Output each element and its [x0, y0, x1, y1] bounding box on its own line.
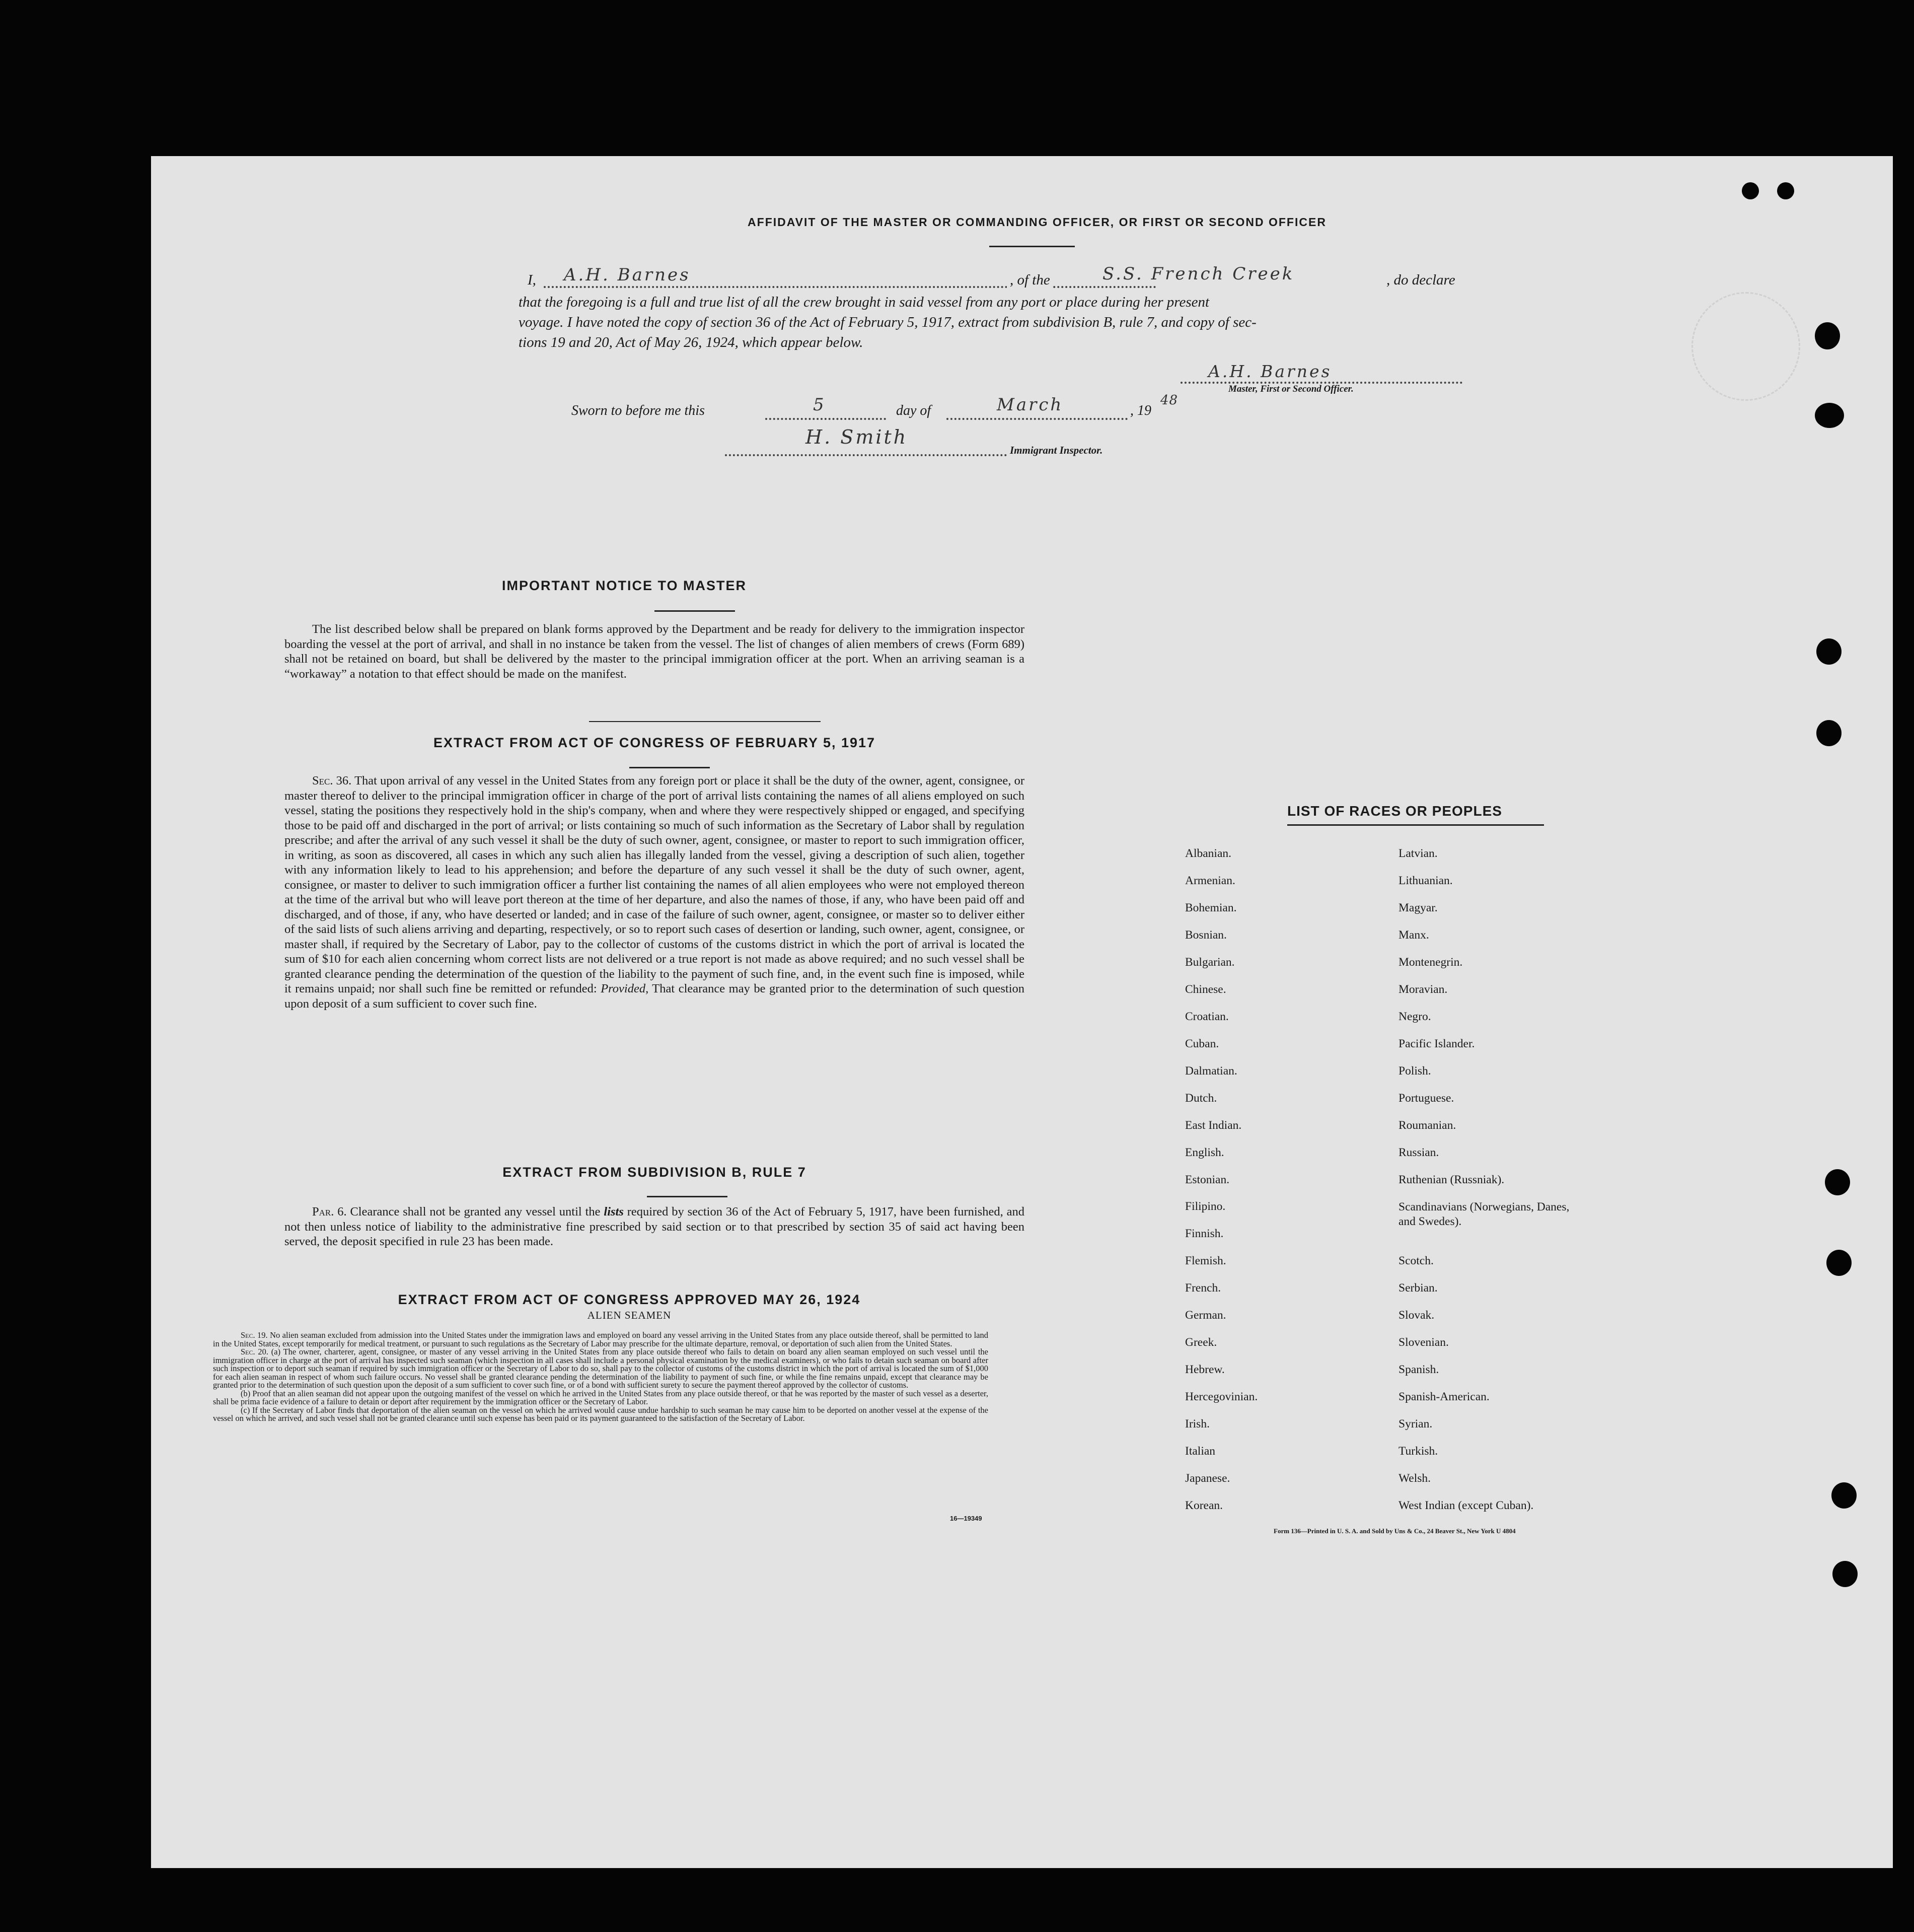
race-item: Armenian.	[1185, 874, 1235, 887]
act1924-sec20b: (b) Proof that an alien seaman did not appear upon the outgoing manifest of the vessel on which he arrived in the United States from any place outside thereof, or that he was reported by the master of such vessel as a deserter, shall be prima facie evidence of a failure to detain or deport after requirement by the immigration officer or the Secretary of Labor.	[213, 1388, 988, 1406]
race-item: Moravian.	[1398, 983, 1448, 996]
race-item: Magyar.	[1398, 901, 1438, 914]
act1917-sec36	[284, 773, 1024, 1011]
race-item: Filipino.	[1185, 1200, 1226, 1213]
vessel-name-handwritten: S.S. French Creek	[1102, 264, 1295, 284]
race-item: Ruthenian (Russniak).	[1398, 1173, 1505, 1186]
notice-divider	[654, 610, 735, 612]
races-title: LIST OF RACES OR PEOPLES	[1287, 803, 1502, 819]
sworn-label: Sworn to before me this	[571, 403, 705, 418]
of-the-label: , of the	[1007, 272, 1053, 289]
punch-hole	[1777, 182, 1794, 199]
rule7-lists-word: lists	[604, 1205, 624, 1219]
race-item: Bosnian.	[1185, 928, 1227, 942]
race-item: Slovak.	[1398, 1309, 1435, 1322]
seal-impression	[1691, 292, 1800, 401]
sworn-month: March	[997, 395, 1064, 415]
rule7-par-label: Par. 6.	[312, 1205, 347, 1219]
sworn-month-line	[946, 418, 1128, 420]
race-item: Korean.	[1185, 1499, 1223, 1512]
act1924-sec19-text: No alien seaman excluded from admission into the United States under the immigration laws and employed on board any vessel arriving in the United States from any place outside thereof, shall be permitted to land in the United States, except temporarily for medical treatment, or pursuant to such regulations as the Secretary of Labor may prescribe for the ultimate departure, removal, or deportation of such alien from the United States.	[213, 1330, 989, 1348]
race-item: Spanish-American.	[1398, 1390, 1490, 1403]
act1924-sections	[213, 1331, 988, 1423]
act1917-title: EXTRACT FROM ACT OF CONGRESS OF FEBRUARY 5, 1917	[433, 735, 876, 750]
act1917-text-b: That clearance may be granted prior to the determination of such question upon deposit of a sum sufficient to cover such fine.	[284, 982, 1024, 1011]
affidavit-text-line-3: tions 19 and 20, Act of May 26, 1924, which appear below.	[519, 334, 863, 350]
inspector-caption: Immigrant Inspector.	[1010, 444, 1103, 456]
race-item: Bulgarian.	[1185, 956, 1235, 969]
race-item: Russian.	[1398, 1146, 1439, 1159]
sworn-day-line	[765, 418, 886, 420]
title-divider	[989, 246, 1075, 247]
race-item: Scotch.	[1398, 1254, 1434, 1267]
race-item: Dalmatian.	[1185, 1064, 1237, 1078]
punch-hole	[1742, 182, 1759, 199]
race-item: Latvian.	[1398, 847, 1438, 860]
do-declare-label: , do declare	[1384, 272, 1457, 289]
race-item: Irish.	[1185, 1417, 1210, 1430]
rule7-par6	[284, 1204, 1024, 1249]
sworn-day: 5	[813, 395, 826, 415]
notice-end-rule	[589, 721, 821, 722]
race-item: French.	[1185, 1281, 1221, 1295]
act1924-subtitle: ALIEN SEAMEN	[587, 1309, 672, 1321]
race-item: Hercegovinian.	[1185, 1390, 1258, 1403]
race-item: Dutch.	[1185, 1092, 1217, 1105]
race-item: Croatian.	[1185, 1010, 1229, 1023]
punch-hole	[1831, 1482, 1857, 1509]
punch-hole	[1832, 1561, 1858, 1587]
act1924-sec20a	[213, 1348, 988, 1390]
race-item: Welsh.	[1398, 1472, 1431, 1485]
punch-hole	[1815, 322, 1840, 349]
race-item: Estonian.	[1185, 1173, 1230, 1186]
races-title-underline	[1287, 824, 1544, 826]
race-item: Lithuanian.	[1398, 874, 1453, 887]
race-item: Chinese.	[1185, 983, 1226, 996]
race-item: Turkish.	[1398, 1445, 1438, 1458]
master-name-handwritten: A.H. Barnes	[564, 265, 691, 285]
affidavit-text	[519, 292, 1475, 352]
rule7-text-a: Clearance shall not be granted any vessel until the	[350, 1205, 601, 1219]
affidavit-title: AFFIDAVIT OF THE MASTER OR COMMANDING OFFICER, OR FIRST OR SECOND OFFICER	[748, 216, 1327, 229]
master-signature: A.H. Barnes	[1208, 362, 1332, 381]
sworn-year: 48	[1160, 393, 1179, 408]
punch-hole	[1816, 638, 1842, 665]
race-item: Spanish.	[1398, 1363, 1439, 1376]
race-item: Roumanian.	[1398, 1119, 1456, 1132]
race-item: German.	[1185, 1309, 1226, 1322]
print-code: 16—19349	[950, 1515, 982, 1522]
master-caption: Master, First or Second Officer.	[1228, 384, 1354, 394]
race-item: Polish.	[1398, 1064, 1431, 1078]
race-item: Serbian.	[1398, 1281, 1438, 1295]
punch-hole	[1826, 1250, 1852, 1276]
act1917-provided: Provided,	[601, 982, 649, 995]
act1917-sec-label: Sec. 36.	[312, 774, 352, 788]
act1924-sec19	[213, 1331, 988, 1348]
race-item: Bohemian.	[1185, 901, 1237, 914]
master-name-line	[544, 286, 1156, 288]
rule7-title: EXTRACT FROM SUBDIVISION B, RULE 7	[502, 1165, 806, 1180]
race-item: Slovenian.	[1398, 1336, 1449, 1349]
race-item: English.	[1185, 1146, 1224, 1159]
act1917-divider	[629, 767, 710, 768]
race-item: Hebrew.	[1185, 1363, 1225, 1376]
act1924-sec20c: (c) If the Secretary of Labor finds that deportation of the alien seaman on the vessel on which he arrived would cause undue hardship to such seaman he may cause him to be deported on another vessel at the expense of the vessel on which he arrived, and such vessel shall not be granted clearance until such expense has been paid or its payment guaranteed to the satisfaction of the Secretary of Labor.	[213, 1405, 988, 1423]
notice-text: The list described below shall be prepared on blank forms approved by the Department and be ready for delivery to the immigration inspector boarding the vessel at the port of arrival, and shall in no instance be taken from the vessel. The list of changes of alien members of crews (Form 689) shall not be retained on board, but shall be delivered by the master to the principal immigration officer at the port. When an arriving seaman is a “workaway” a notation to that effect should be made on the manifest.	[284, 622, 1024, 681]
race-item: Portuguese.	[1398, 1092, 1454, 1105]
race-item: Pacific Islander.	[1398, 1037, 1475, 1050]
race-item: Flemish.	[1185, 1254, 1226, 1267]
punch-hole	[1816, 720, 1842, 746]
document-page	[151, 156, 1893, 1868]
race-item: Manx.	[1398, 928, 1429, 942]
notice-title: IMPORTANT NOTICE TO MASTER	[502, 578, 747, 593]
race-item: West Indian (except Cuban).	[1398, 1499, 1534, 1512]
act1924-title: EXTRACT FROM ACT OF CONGRESS APPROVED MAY 26, 1924	[398, 1292, 861, 1307]
race-item: Negro.	[1398, 1010, 1431, 1023]
race-item: Cuban.	[1185, 1037, 1219, 1050]
act1924-sec19-label: Sec. 19.	[241, 1330, 268, 1340]
race-item: Greek.	[1185, 1336, 1217, 1349]
act1924-sec20-label: Sec. 20.	[241, 1347, 269, 1356]
day-of-label: day of	[896, 403, 931, 418]
act1917-text-a: That upon arrival of any vessel in the United States from any foreign port or place it shall be the duty of the owner, agent, consignee, or master thereof to deliver to the principal immigration officer in charge of the port of arrival lists containing the names of all aliens employed on such vessel, stating the positions they respectively hold in the ship's company, when and where they were respectively shipped or engaged, and specifying those to be paid off and discharged in the port of arrival; or lists containing so much of such information as the Secretary of Labor shall by regulation prescribe; and after the arrival of any such vessel it shall be the duty of such owner, agent, consignee, or master to report to such immigration officer, in writing, as soon as discovered, all cases in which any such alien has illegally landed from the vessel, giving a description of such alien, together with any information likely to lead to his apprehension; and before the departure of any such vessel it shall be the duty of such owner, agent, consignee, or master to deliver to such immigration officer a further list containing the names of all alien employees who were not employed thereon at the time of the arrival but who will leave port thereon at the time of her departure, and also the names of those, if any, who have been paid off and discharged, and of those, if any, who have deserted or landed; and in case of the failure of such owner, agent, consignee, or master so to deliver either of the said lists of such aliens arriving and departing, respectively, or so to report such cases of desertion or landing, such owner, agent, consignee, or master shall, if required by the Secretary of Labor, pay to the collector of customs of the customs district in which the port of arrival is located the sum of $10 for each alien concerning whom correct lists are not delivered or a true report is not made as above required; and no such vessel shall be granted clearance pending the determination of the question of the liability to the payment of such fine, and, in the event such fine is imposed, while it remains unpaid; nor shall such fine be remitted or refunded:	[284, 774, 1024, 995]
form-print-note: Form 136—Printed in U. S. A. and Sold by Uns & Co., 24 Beaver St., New York U 4804	[1274, 1527, 1516, 1535]
race-item: Montenegrin.	[1398, 956, 1463, 969]
race-item: Albanian.	[1185, 847, 1232, 860]
race-item: Finnish.	[1185, 1227, 1224, 1240]
rule7-divider	[647, 1196, 727, 1197]
act1924-sec20-a: (a) The owner, charterer, agent, consignee, or master of any vessel arriving in the United States from any place outside thereof who fails to detain on board any alien seaman employed on such vessel until the immigration officer in charge at the port of arrival has inspected such seaman (which inspection in all cases shall include a personal physical examination by the medical examiners), or who fails to detain such seaman on board after such inspection or to deport such seaman if required by such immigration officer or the Secretary of Labor to do so, shall pay to the collector of customs of the customs district in which the port of arrival is located the sum of $1,000 for each alien seaman in respect of whom such failure occurs. No vessel shall be granted clearance pending the determination of the liability to payment of such fine, or while the fine remains unpaid, except that clearance may be granted prior to the determination of such question upon the deposit of a sum sufficient to cover such fine, or of a bond with sufficient surety to secure the payment thereof approved by the collector of customs.	[213, 1347, 988, 1390]
affidavit-text-line-2: voyage. I have noted the copy of section 36 of the Act of February 5, 1917, extract from subdivision B, rule 7, and copy of sec-	[519, 314, 1257, 330]
race-item: East Indian.	[1185, 1119, 1242, 1132]
inspector-signature-line	[725, 454, 1007, 456]
punch-hole	[1815, 403, 1844, 428]
race-item: Scandinavians (Norwegians, Danes, and Swedes).	[1398, 1200, 1570, 1228]
race-item: Japanese.	[1185, 1472, 1230, 1485]
punch-hole	[1825, 1169, 1850, 1195]
rule7-text-b: required by section 36 of the Act of February 5, 1917, have been furnished, and not then unless notice of liability to the administrative fine prescribed by said section or to that prescribed by section 35 of said act having been served, the deposit specified in rule 23 has been made.	[284, 1205, 1025, 1248]
race-item: Syrian.	[1398, 1417, 1433, 1430]
year-prefix: , 19	[1130, 403, 1151, 418]
affidavit-text-line-1: that the foregoing is a full and true list of all the crew brought in said vessel from any port or place during her present	[519, 294, 1210, 310]
race-item: Italian	[1185, 1445, 1216, 1458]
inspector-signature: H. Smith	[805, 426, 908, 448]
affidavit-i-label: I,	[528, 272, 536, 288]
